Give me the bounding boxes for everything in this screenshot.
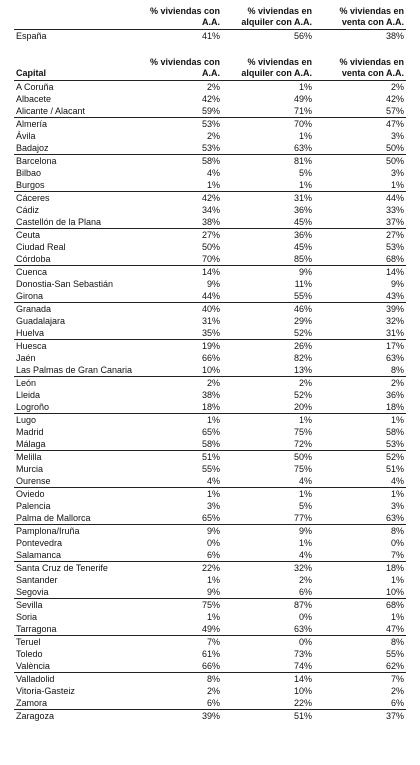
capital-value-rent: 75% (293, 464, 312, 474)
table-row (14, 401, 406, 414)
capital-name: Lugo (14, 414, 136, 427)
capital-value-rent: 14% (222, 673, 314, 686)
capital-name: Valladolid (14, 673, 136, 686)
capital-value-rent: 0% (298, 612, 312, 622)
capital-name: Barcelona (14, 155, 136, 168)
national-value-total: 41% (201, 31, 220, 41)
capital-value-total: 59% (201, 106, 220, 116)
capital-name: Málaga (16, 439, 46, 449)
capital-value-rent: 2% (298, 575, 312, 585)
capital-value-sale: 2% (390, 82, 404, 92)
capital-value-rent: 4% (298, 476, 312, 486)
capital-value-total: 2% (206, 82, 220, 92)
capital-value-rent: 26% (222, 340, 314, 353)
capital-value-rent: 22% (293, 698, 312, 708)
capital-value-sale: 6% (390, 698, 404, 708)
capital-value-rent: 63% (293, 624, 312, 634)
table-row (14, 216, 406, 229)
capital-value-sale: 37% (314, 710, 406, 723)
capital-value-total: 58% (136, 155, 222, 168)
capital-value-sale: 31% (385, 328, 404, 338)
table-row (14, 192, 406, 205)
capital-name: Granada (14, 303, 136, 316)
capital-name: Ávila (16, 131, 36, 141)
table-row (14, 500, 406, 512)
capital-value-sale: 42% (385, 94, 404, 104)
capital-value-sale: 1% (390, 575, 404, 585)
capital-value-total: 53% (201, 143, 220, 153)
capital-value-rent: 6% (298, 587, 312, 597)
capital-value-total: 58% (201, 439, 220, 449)
capital-value-total: 35% (201, 328, 220, 338)
capital-value-sale: 68% (385, 254, 404, 264)
capital-name: Tarragona (16, 624, 57, 634)
capital-value-sale: 55% (385, 649, 404, 659)
capital-value-rent: 36% (293, 205, 312, 215)
capital-name: Huelva (16, 328, 45, 338)
table-row (14, 549, 406, 562)
table-row (14, 130, 406, 142)
table-row (14, 315, 406, 327)
capital-name: León (14, 377, 136, 390)
capital-value-sale: 37% (385, 217, 404, 227)
capital-value-rent: 4% (298, 550, 312, 560)
capital-value-sale: 53% (385, 439, 404, 449)
capital-value-rent: 9% (222, 525, 314, 538)
capital-value-sale: 8% (390, 365, 404, 375)
capital-value-rent: 52% (293, 328, 312, 338)
table-row (14, 327, 406, 340)
table-row (14, 266, 406, 279)
capital-value-total: 70% (201, 254, 220, 264)
capital-value-rent: 75% (293, 427, 312, 437)
capital-name: Sevilla (14, 599, 136, 612)
table-row (14, 118, 406, 131)
capital-value-total: 65% (201, 513, 220, 523)
section-spacer (14, 43, 406, 57)
capital-value-rent: 5% (298, 168, 312, 178)
capital-value-sale: 0% (390, 538, 404, 548)
capital-name: Ourense (16, 476, 51, 486)
capital-value-rent: 46% (222, 303, 314, 316)
capital-name: Teruel (14, 636, 136, 649)
capital-value-sale: 43% (385, 291, 404, 301)
capital-name: Soria (16, 612, 38, 622)
capital-value-total: 53% (136, 118, 222, 131)
capital-value-rent: 20% (293, 402, 312, 412)
table-row (14, 525, 406, 538)
capital-value-sale: 14% (314, 266, 406, 279)
table-row (14, 81, 406, 94)
table-row (14, 673, 406, 686)
table-row (14, 167, 406, 179)
column-header-rent: % viviendas en alquiler con A.A. (222, 6, 314, 30)
capital-value-sale: 18% (314, 562, 406, 575)
capital-name: Alicante / Alacant (16, 106, 86, 116)
national-header-blank (14, 6, 136, 30)
capital-value-total: 49% (201, 624, 220, 634)
capital-value-sale: 7% (390, 550, 404, 560)
capital-value-sale: 1% (314, 488, 406, 501)
capital-value-sale: 63% (385, 353, 404, 363)
capital-name: Palma de Mallorca (16, 513, 91, 523)
capital-value-rent: 5% (298, 501, 312, 511)
capital-value-rent: 36% (222, 229, 314, 242)
capital-value-rent: 73% (293, 649, 312, 659)
capital-value-sale: 2% (314, 377, 406, 390)
capital-value-total: 27% (136, 229, 222, 242)
capital-value-total: 1% (136, 488, 222, 501)
capital-column-header: Capital (14, 57, 136, 81)
capital-value-rent: 1% (298, 131, 312, 141)
capital-value-total: 6% (206, 698, 220, 708)
capital-value-sale: 8% (314, 636, 406, 649)
capital-value-rent: 32% (222, 562, 314, 575)
table-row (14, 253, 406, 266)
capital-name: Ciudad Real (16, 242, 66, 252)
capital-value-total: 51% (136, 451, 222, 464)
capital-name: Santander (16, 575, 58, 585)
table-row (14, 105, 406, 118)
capital-value-total: 3% (206, 501, 220, 511)
capital-value-total: 38% (201, 217, 220, 227)
capital-value-sale: 53% (385, 242, 404, 252)
capital-value-total: 9% (206, 279, 220, 289)
capital-value-total: 2% (136, 377, 222, 390)
table-row (14, 340, 406, 353)
capital-value-rent: 71% (293, 106, 312, 116)
capital-value-rent: 2% (222, 377, 314, 390)
capital-name: Badajoz (16, 143, 49, 153)
capital-value-total: 22% (136, 562, 222, 575)
capital-value-rent: 31% (222, 192, 314, 205)
capital-value-rent: 52% (293, 390, 312, 400)
capital-name: Madrid (16, 427, 44, 437)
table-row (14, 537, 406, 549)
capital-value-total: 9% (206, 587, 220, 597)
capital-name: Pontevedra (16, 538, 63, 548)
capital-value-rent: 1% (222, 488, 314, 501)
capital-value-total: 40% (136, 303, 222, 316)
capital-value-rent: 0% (222, 636, 314, 649)
capital-name: Castellón de la Plana (16, 217, 102, 227)
capital-value-total: 44% (201, 291, 220, 301)
table-row (14, 155, 406, 168)
capital-name: Cuenca (14, 266, 136, 279)
capital-value-total: 8% (136, 673, 222, 686)
table-row (14, 475, 406, 488)
national-value-rent: 56% (293, 31, 312, 41)
capital-name: Salamanca (16, 550, 62, 560)
table-row (14, 290, 406, 303)
table-row (14, 352, 406, 364)
capitals-table (14, 57, 406, 722)
capital-name: València (16, 661, 50, 671)
table-row (14, 142, 406, 155)
capital-value-rent: 45% (293, 242, 312, 252)
capital-name: Santa Cruz de Tenerife (14, 562, 136, 575)
capitals-body (14, 81, 406, 723)
table-row (14, 463, 406, 475)
capital-value-rent: 49% (293, 94, 312, 104)
table-row (14, 562, 406, 575)
capital-value-total: 55% (201, 464, 220, 474)
table-row (14, 414, 406, 427)
capital-value-rent: 11% (294, 279, 312, 289)
capital-value-sale: 51% (385, 464, 404, 474)
capitals-header-row (14, 57, 406, 81)
capital-value-sale: 47% (385, 624, 404, 634)
column-header-total: % viviendas con A.A. (136, 57, 222, 81)
capital-value-total: 61% (201, 649, 220, 659)
capital-name: Segovia (16, 587, 49, 597)
capital-value-total: 31% (201, 316, 220, 326)
capital-value-total: 4% (206, 168, 220, 178)
capital-value-sale: 18% (385, 402, 404, 412)
capital-value-sale: 8% (314, 525, 406, 538)
capital-value-rent: 85% (293, 254, 312, 264)
capital-name: Toledo (16, 649, 43, 659)
capital-name: A Coruña (16, 82, 54, 92)
capital-name: Melilla (14, 451, 136, 464)
table-row (14, 574, 406, 586)
capital-value-total: 66% (201, 661, 220, 671)
national-row (14, 30, 406, 44)
column-header-sale: % viviendas en venta con A.A. (314, 6, 406, 30)
table-row (14, 697, 406, 710)
capital-value-rent: 45% (293, 217, 312, 227)
capital-value-total: 1% (206, 180, 220, 190)
table-row (14, 241, 406, 253)
table-row (14, 623, 406, 636)
capital-value-total: 0% (206, 538, 220, 548)
table-row (14, 660, 406, 673)
capital-name: Burgos (16, 180, 45, 190)
table-row (14, 179, 406, 192)
capital-value-sale: 9% (390, 279, 404, 289)
capital-value-rent: 1% (222, 414, 314, 427)
capital-value-rent: 51% (222, 710, 314, 723)
capital-value-sale: 50% (314, 155, 406, 168)
capital-value-rent: 72% (293, 439, 312, 449)
capital-name: Bilbao (16, 168, 42, 178)
capital-name: Albacete (16, 94, 52, 104)
capital-value-sale: 3% (390, 131, 404, 141)
capital-value-sale: 63% (385, 513, 404, 523)
capital-value-sale: 3% (390, 168, 404, 178)
table-row (14, 303, 406, 316)
capital-value-sale: 7% (314, 673, 406, 686)
capital-value-rent: 63% (293, 143, 312, 153)
table-row (14, 204, 406, 216)
capital-name: Zaragoza (14, 710, 136, 723)
national-value-sale: 38% (385, 31, 404, 41)
capital-value-sale: 1% (390, 180, 404, 190)
capital-value-total: 1% (206, 575, 220, 585)
capital-value-total: 50% (201, 242, 220, 252)
capital-name: Almería (14, 118, 136, 131)
capital-value-sale: 44% (314, 192, 406, 205)
capital-value-total: 42% (201, 94, 220, 104)
capital-value-total: 38% (201, 390, 220, 400)
capital-name: Huesca (14, 340, 136, 353)
capital-value-sale: 50% (385, 143, 404, 153)
capital-value-total: 7% (136, 636, 222, 649)
capital-value-sale: 52% (314, 451, 406, 464)
capital-value-sale: 4% (390, 476, 404, 486)
national-name: España (16, 31, 47, 41)
table-row (14, 377, 406, 390)
capital-value-rent: 10% (293, 686, 312, 696)
capital-value-rent: 70% (222, 118, 314, 131)
table-row (14, 451, 406, 464)
capital-name: Zamora (16, 698, 48, 708)
table-row (14, 229, 406, 242)
capital-value-sale: 33% (385, 205, 404, 215)
capital-value-total: 65% (201, 427, 220, 437)
capital-value-sale: 1% (314, 414, 406, 427)
capital-value-rent: 81% (222, 155, 314, 168)
capital-name: Murcia (16, 464, 44, 474)
capital-value-total: 4% (206, 476, 220, 486)
capital-value-rent: 87% (222, 599, 314, 612)
national-table (14, 6, 406, 43)
table-row (14, 710, 406, 723)
capital-value-sale: 62% (385, 661, 404, 671)
capital-name: Donostia-San Sebastián (16, 279, 114, 289)
table-row (14, 512, 406, 525)
capital-value-total: 1% (206, 612, 220, 622)
capital-value-sale: 32% (385, 316, 404, 326)
capital-name: Lleida (16, 390, 41, 400)
table-row (14, 364, 406, 377)
capital-name: Jaén (16, 353, 36, 363)
table-row (14, 389, 406, 401)
capital-value-rent: 1% (298, 82, 312, 92)
capital-name: Logroño (16, 402, 50, 412)
table-row (14, 636, 406, 649)
capital-value-total: 9% (136, 525, 222, 538)
capital-value-sale: 2% (390, 686, 404, 696)
table-row (14, 611, 406, 623)
capital-value-total: 2% (206, 131, 220, 141)
capital-value-rent: 82% (293, 353, 312, 363)
column-header-sale: % viviendas en venta con A.A. (314, 57, 406, 81)
capital-value-sale: 47% (314, 118, 406, 131)
capital-name: Guadalajara (16, 316, 66, 326)
capital-value-rent: 55% (293, 291, 312, 301)
capital-value-total: 18% (201, 402, 220, 412)
capital-value-total: 42% (136, 192, 222, 205)
capital-value-rent: 1% (298, 180, 312, 190)
capital-value-total: 75% (136, 599, 222, 612)
capital-value-total: 19% (136, 340, 222, 353)
capital-value-total: 2% (206, 686, 220, 696)
capital-value-sale: 57% (385, 106, 404, 116)
capital-value-sale: 3% (390, 501, 404, 511)
capital-value-sale: 36% (385, 390, 404, 400)
capital-name: Cáceres (14, 192, 136, 205)
capital-value-total: 10% (201, 365, 220, 375)
column-header-rent: % viviendas en alquiler con A.A. (222, 57, 314, 81)
national-header-row (14, 6, 406, 30)
capital-value-sale: 1% (390, 612, 404, 622)
capital-name: Palencia (16, 501, 51, 511)
column-header-total: % viviendas con A.A. (136, 6, 222, 30)
capital-value-rent: 77% (293, 513, 312, 523)
capital-value-sale: 39% (314, 303, 406, 316)
table-row (14, 685, 406, 697)
table-row (14, 488, 406, 501)
table-row (14, 278, 406, 290)
capital-name: Oviedo (14, 488, 136, 501)
capital-value-total: 34% (201, 205, 220, 215)
capital-value-rent: 74% (293, 661, 312, 671)
capital-name: Cádiz (16, 205, 40, 215)
capital-name: Pamplona/Iruña (14, 525, 136, 538)
capital-name: Ceuta (14, 229, 136, 242)
capital-value-rent: 29% (293, 316, 312, 326)
capital-value-rent: 9% (222, 266, 314, 279)
table-row (14, 648, 406, 660)
capital-value-sale: 58% (385, 427, 404, 437)
capital-value-rent: 50% (222, 451, 314, 464)
capital-value-sale: 17% (314, 340, 406, 353)
capital-value-sale: 27% (314, 229, 406, 242)
table-row (14, 599, 406, 612)
capital-name: Córdoba (16, 254, 51, 264)
capital-value-sale: 10% (385, 587, 404, 597)
capital-value-total: 1% (136, 414, 222, 427)
capital-value-total: 39% (136, 710, 222, 723)
capital-value-total: 66% (201, 353, 220, 363)
capital-value-total: 6% (206, 550, 220, 560)
capital-name: Las Palmas de Gran Canaria (16, 365, 133, 375)
table-row (14, 438, 406, 451)
table-row (14, 93, 406, 105)
capital-name: Vitoria-Gasteiz (16, 686, 75, 696)
table-row (14, 426, 406, 438)
capital-name: Girona (16, 291, 44, 301)
capital-value-sale: 68% (314, 599, 406, 612)
table-row (14, 586, 406, 599)
capital-value-rent: 1% (298, 538, 312, 548)
capital-value-rent: 13% (293, 365, 312, 375)
capital-value-total: 14% (136, 266, 222, 279)
